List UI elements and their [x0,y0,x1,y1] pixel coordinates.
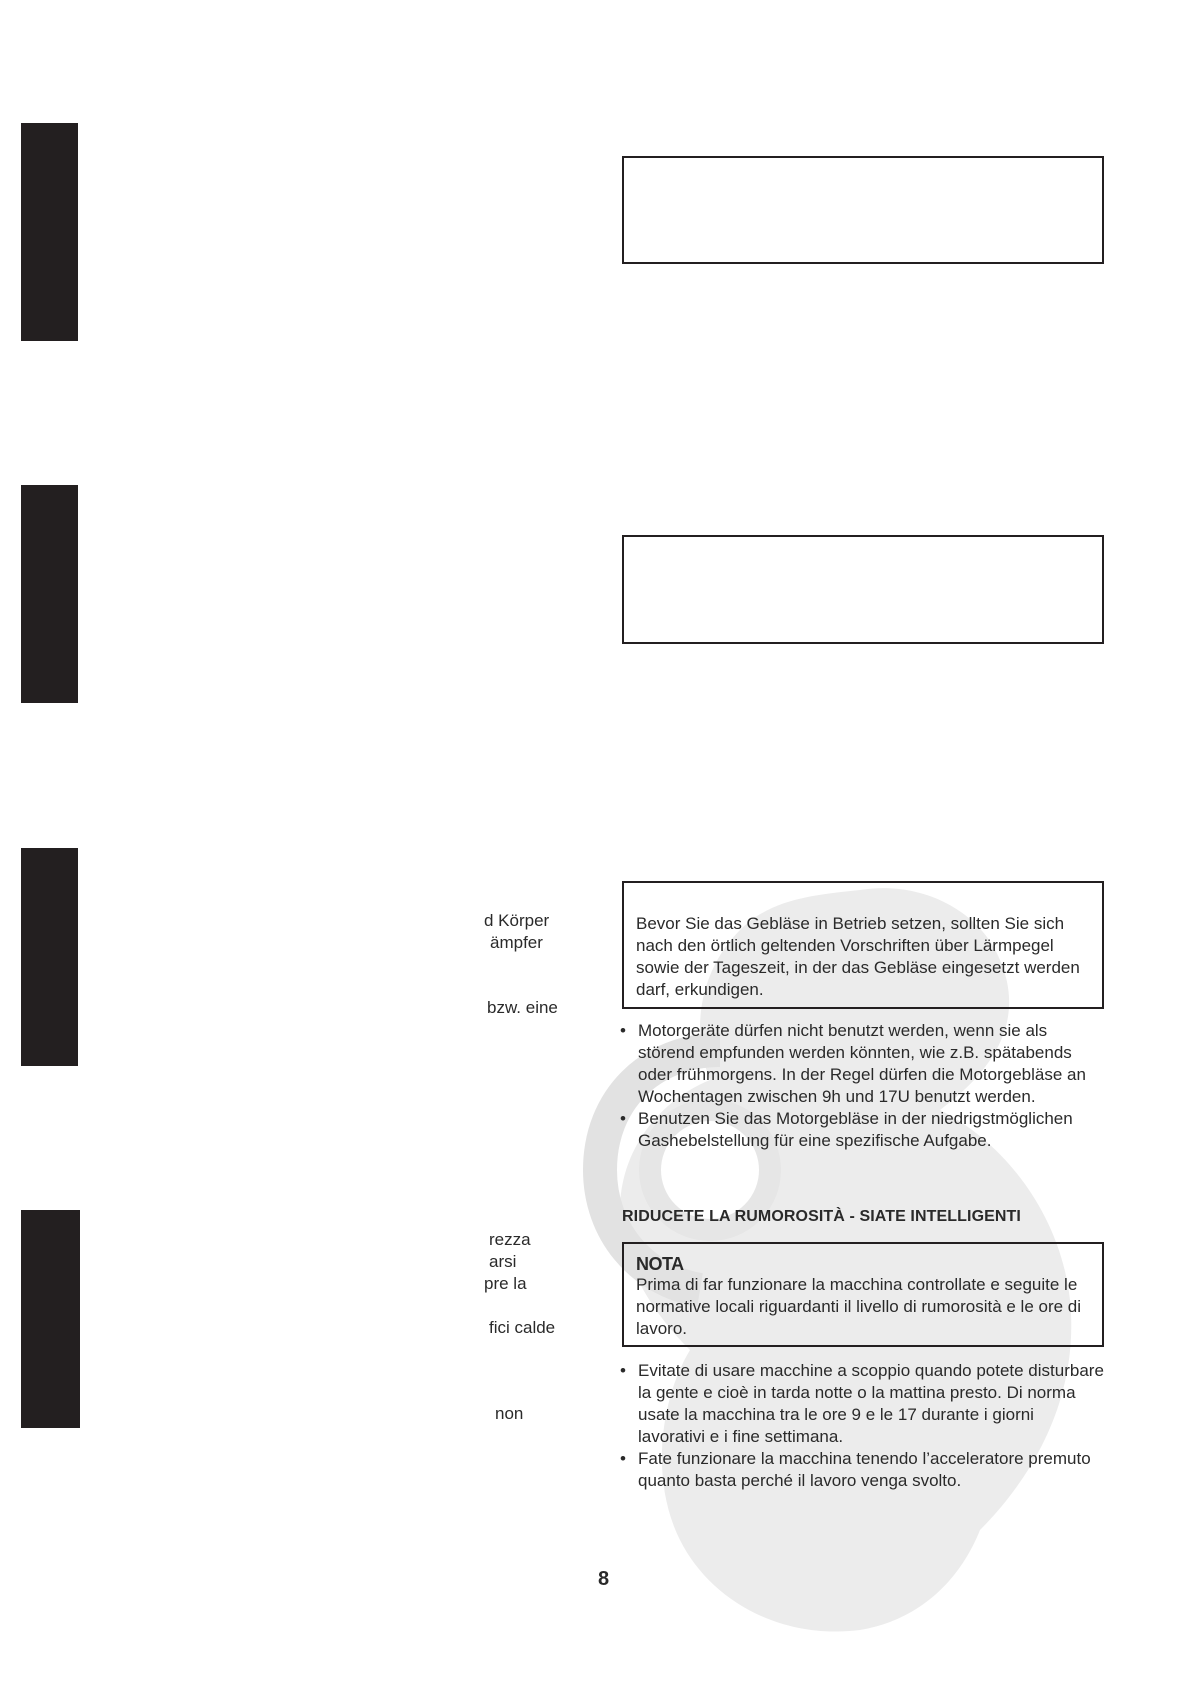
nota-box [622,1242,1104,1347]
german-bullet-item: • Benutzen Sie das Motorgebläse in der niedrigstmöglichen Gashebelstellung für eine spezifische Aufgabe. [620,1108,1104,1152]
italian-bullet-item: • Evitate di usare macchine a scoppio quando potete disturbare la gente e cioè in tarda notte o la mattina presto. Di norma usate la macchina tra le ore 9 e le 17 durante i giorni lavorativi e i fine settimana. [620,1360,1104,1448]
left-fragment: non [495,1404,524,1423]
italian-section-heading: RIDUCETE LA RUMOROSITÀ - SIATE INTELLIGENTI [622,1208,1021,1225]
italian-bullet-item: • Fate funzionare la macchina tenendo l’acceleratore premuto quanto basta perché il lavoro venga svolto. [620,1448,1104,1492]
left-fragment: d Körper [484,911,550,930]
left-fragment: bzw. eine [487,998,558,1017]
nota-content [636,1254,1086,1340]
german-bullet-list [620,1020,1104,1152]
german-notice-box [622,881,1104,1009]
left-fragment: fici calde [489,1318,556,1337]
section-tab-1 [21,123,78,341]
left-fragment: pre la [484,1274,527,1293]
nota-text: Prima di far funzionare la macchina controllate e seguite le normative locali riguardanti il livello di rumorosità e le ore di lavoro. [636,1275,1082,1338]
section-tab-3 [21,848,78,1066]
german-bullet-item: • Motorgeräte dürfen nicht benutzt werden, wenn sie als störend empfunden werden könnten, wie z.B. spätabends oder frühmorgens. In der Regel dürfen die Motorgebläse an Wochentagen zwischen 9h und 17U benutzt werden. [620,1020,1104,1108]
left-fragment: ämpfer [490,933,543,952]
german-notice-text: Bevor Sie das Gebläse in Betrieb setzen, sollten Sie sich nach den örtlich geltenden Vorschriften über Lärmpegel sowie der Tageszeit, in der das Gebläse eingesetzt werden darf, erkundigen. [636,914,1080,999]
empty-notice-box-2 [622,535,1104,644]
section-tab-2 [21,485,78,703]
left-fragment: rezza [489,1230,531,1249]
empty-notice-box-1 [622,156,1104,264]
section-tab-4 [21,1210,80,1428]
italian-bullet-list [620,1360,1104,1492]
nota-title: NOTA [636,1254,684,1274]
page-number: 8 [598,1568,610,1590]
left-fragment: arsi [489,1252,517,1271]
